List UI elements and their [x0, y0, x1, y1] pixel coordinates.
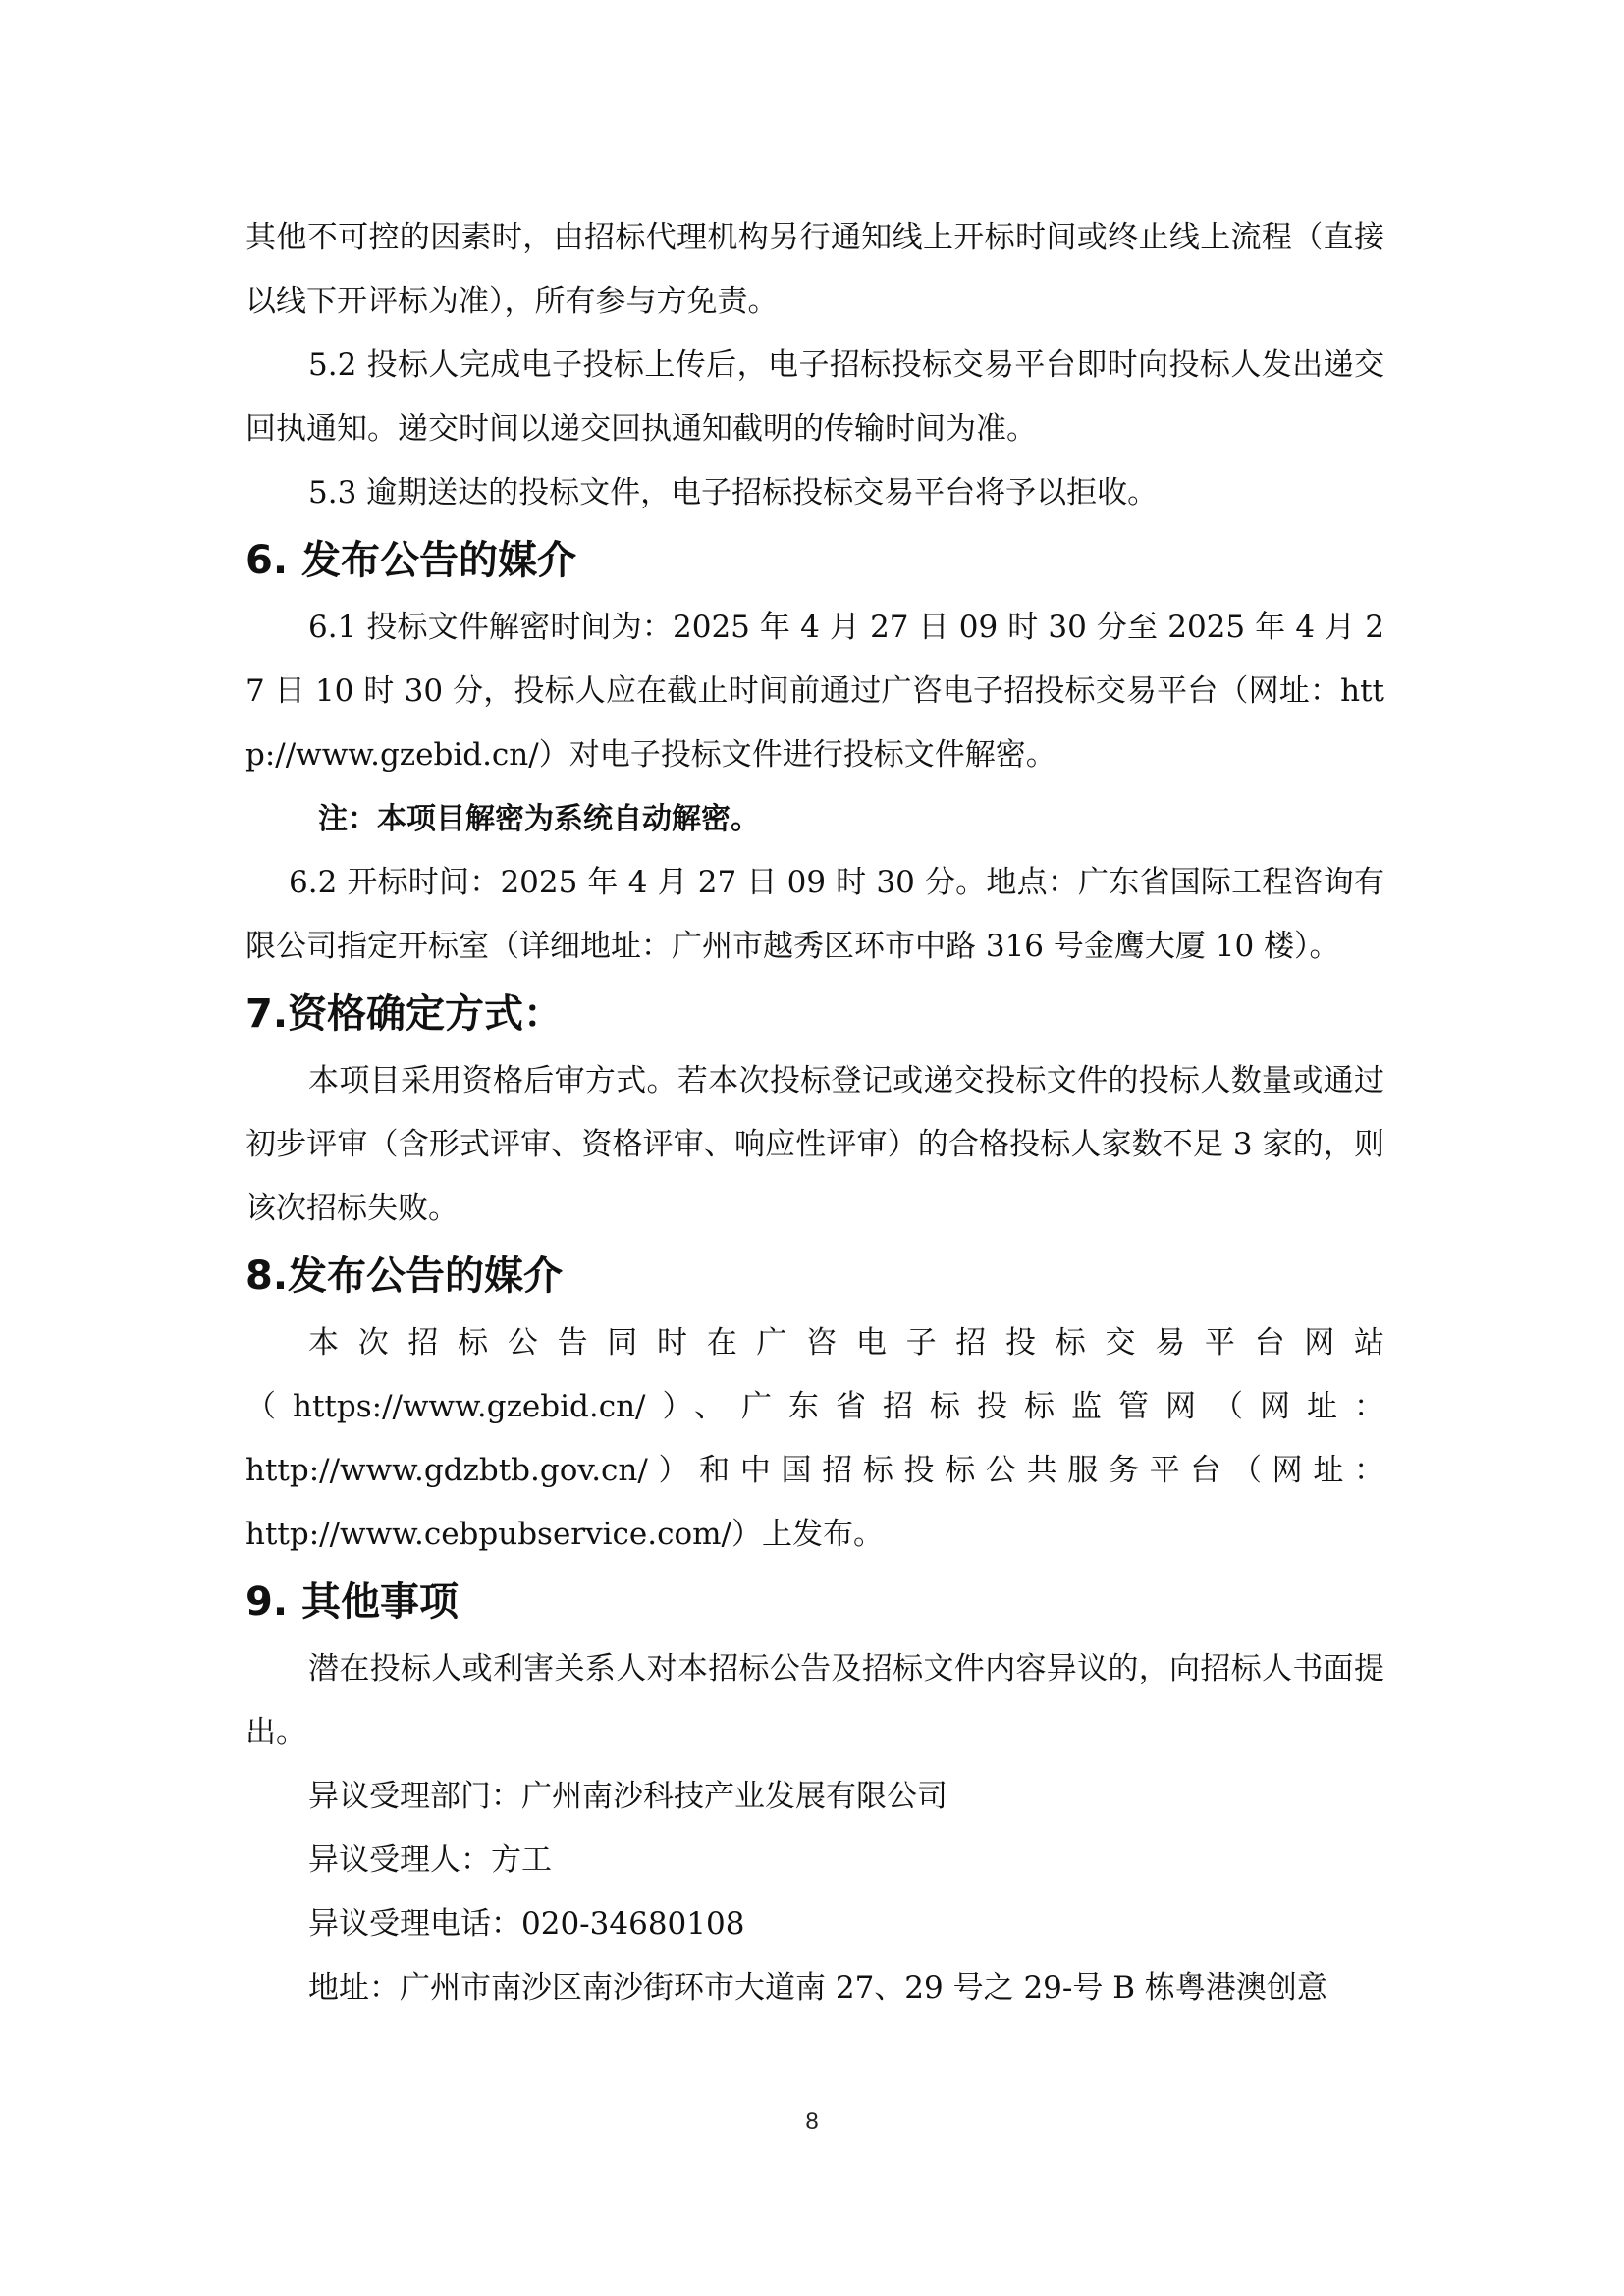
- heading-section-6: 6. 发布公告的媒介: [245, 538, 576, 583]
- objection-phone: 异议受理电话：020-34680108: [308, 1906, 745, 1942]
- paragraph-6-2: 6.2 开标时间：2025 年 4 月 27 日 09 时 30 分。地点：广东省国际工程咨询有限公司指定开标室（详细地址：广州市越秀区环市中路 316 号金鹰大厦 10 楼）。: [245, 865, 1384, 964]
- paragraph-8-line-1: 本次招标公告同时在广咨电子招投标交易平台网站: [308, 1325, 1384, 1361]
- heading-section-7: 7.资格确定方式：: [245, 991, 564, 1037]
- paragraph-8-line-4: http://www.cebpubservice.com/）上发布。: [245, 1517, 884, 1552]
- page-content: [245, 206, 1384, 2020]
- decrypt-note: 注：本项目解密为系统自动解密。: [318, 802, 760, 836]
- heading-section-8: 8.发布公告的媒介: [245, 1254, 564, 1299]
- paragraph-5-2: 5.2 投标人完成电子投标上传后，电子招标投标交易平台即时向投标人发出递交回执通知。递交时间以递交回执通知截明的传输时间为准。: [245, 347, 1384, 447]
- paragraph-7: 本项目采用资格后审方式。若本次投标登记或递交投标文件的投标人数量或通过初步评审（含形式评审、资格评审、响应性评审）的合格投标人家数不足 3 家的，则该次招标失败。: [245, 1063, 1384, 1226]
- paragraph-8-line-2: （https://www.gzebid.cn/）、广东省招标投标监管网（网址：: [245, 1389, 1384, 1424]
- paragraph-9: 潜在投标人或利害关系人对本招标公告及招标文件内容异议的，向招标人书面提出。: [245, 1651, 1384, 1750]
- page-number: 8: [805, 2109, 819, 2135]
- heading-section-9: 9. 其他事项: [245, 1579, 459, 1625]
- objection-address: 地址：广州市南沙区南沙街环市大道南 27、29 号之 29-号 B 栋粤港澳创意: [308, 1970, 1327, 2005]
- paragraph-continuation: 其他不可控的因素时，由招标代理机构另行通知线上开标时间或终止线上流程（直接以线下开评标为准），所有参与方免责。: [245, 220, 1384, 319]
- objection-department: 异议受理部门：广州南沙科技产业发展有限公司: [308, 1779, 947, 1814]
- paragraph-5-3: 5.3 逾期送达的投标文件，电子招标投标交易平台将予以拒收。: [308, 475, 1159, 510]
- objection-contact-person: 异议受理人：方工: [308, 1842, 552, 1878]
- paragraph-6-1: 6.1 投标文件解密时间为：2025 年 4 月 27 日 09 时 30 分至 2025 年 4 月 27 日 10 时 30 分，投标人应在截止时间前通过广咨电子招投标交易平台（网址：http://www.gzebid.cn/）对电子投标文件进行投标文件解密。: [245, 610, 1384, 773]
- paragraph-8-line-3: http://www.gdzbtb.gov.cn/）和中国招标投标公共服务平台（网址：: [245, 1453, 1384, 1488]
